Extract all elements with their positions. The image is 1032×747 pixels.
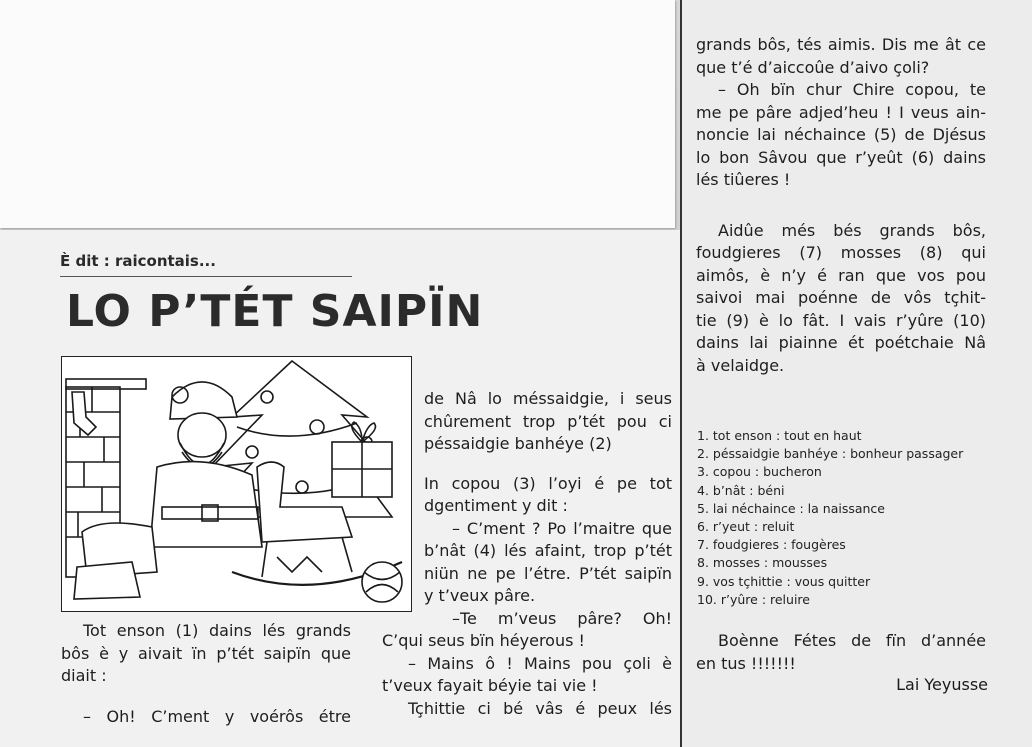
paragraph-line: diait :: [61, 666, 107, 685]
paragraph-line: chûrement trop p’tét pou ci: [424, 411, 672, 431]
text-column-1: [61, 620, 351, 728]
paragraph-line: noncie lai néchaince (5) de Djésus: [696, 125, 986, 144]
paragraph-line: aimôs, è n’y é ran que vos pou: [696, 265, 986, 285]
paragraph-line: – Oh! C’ment y voérôs étre: [83, 706, 351, 726]
note-item: 7. foudgieres : fougères: [697, 537, 846, 553]
note-item: 6. r’yeut : reluit: [697, 519, 795, 535]
paragraph-line: foudgieres (7) mosses (8) qui: [696, 243, 986, 262]
blank-paper-overlay: [0, 0, 675, 228]
paragraph-line: péssaidgie banhéye (2): [424, 434, 612, 453]
note-item: 9. vos tçhittie : vous quitter: [697, 573, 871, 589]
paragraph-line: b’nât (4) lés afaint, trop p’tét: [424, 541, 672, 560]
paragraph-line: dains lai piainne ét poétchaie Nâ: [696, 333, 986, 352]
paragraph-line: In copou (3) l’oyi é pe tot: [424, 473, 672, 493]
note-item: 2. péssaidgie banhéye : bonheur passager: [697, 446, 964, 462]
paragraph-line: lo bon Sâvou que r’yeût (6) dains: [696, 147, 986, 167]
paragraph-line: C’qui seus bïn héyerous !: [382, 631, 585, 650]
paragraph-line: tie (9) è lo fât. I vais r’yûre (10): [696, 310, 986, 330]
paragraph-line: dgentiment y dit :: [424, 496, 568, 515]
paragraph-line: grands bôs, tés aimis. Dis me ât ce: [696, 35, 986, 54]
note-item: 8. mosses : mousses: [697, 555, 828, 571]
article-kicker: È dit : raicontais...: [60, 252, 216, 270]
closing-greeting: [696, 630, 986, 675]
paragraph-line: que t’é d’aiccoûe d’aivo çoli?: [696, 57, 930, 77]
glossary-notes: [697, 427, 963, 609]
paragraph-line: t’veux fayait béyie tai vie !: [382, 676, 598, 695]
note-item: 5. lai néchaince : la naissance: [697, 500, 885, 516]
note-item: 3. copou : bucheron: [697, 464, 822, 480]
text-column-3: [696, 34, 986, 377]
paragraph-line: –Te m’veus pâre? Oh!: [452, 608, 672, 628]
note-item: 10. r’yûre : reluire: [697, 591, 810, 607]
paragraph-line: me pe pâre adjed’heu ! I veus ain-: [696, 102, 986, 122]
paragraph-line: bôs è y aivait ïn p’tét saipïn que: [61, 643, 351, 663]
closing-line-2: en tus !!!!!!!: [696, 653, 796, 673]
paragraph-line: lés tiûeres !: [696, 170, 791, 189]
note-item: 4. b’nât : béni: [697, 482, 785, 498]
article-title: LO P’TÉT SAIPÏN: [66, 286, 484, 337]
closing-line-1: Boènne Fétes de fïn d’année: [718, 631, 986, 650]
paragraph-line: y t’veux pâre.: [424, 586, 536, 605]
paragraph-line: niün ne pe l’étre. P’tét saipïn: [424, 563, 672, 583]
paragraph-line: – C’ment ? Po l’maitre que: [452, 518, 672, 538]
paragraph-line: Aidûe més bés grands bôs,: [718, 220, 986, 240]
paragraph-line: à velaidge.: [696, 355, 785, 375]
paragraph-line: – Mains ô ! Mains pou çoli è: [408, 653, 672, 673]
paragraph-line: de Nâ lo méssaidgie, i seus: [424, 389, 672, 408]
santa-christmas-illustration: [61, 356, 412, 612]
paragraph-line: Tot enson (1) dains lés grands: [83, 621, 351, 640]
paragraph-line: saivoi mai poénne de vôs tçhit-: [696, 288, 986, 307]
text-column-2: [382, 388, 672, 720]
kicker-divider: [60, 276, 352, 277]
paragraph-line: Tçhittie ci bé vâs é peux lés: [408, 698, 672, 718]
note-item: 1. tot enson : tout en haut: [697, 428, 862, 443]
paragraph-line: – Oh bïn chur Chire copou, te: [718, 80, 986, 99]
signature: Lai Yeyusse: [896, 675, 988, 694]
